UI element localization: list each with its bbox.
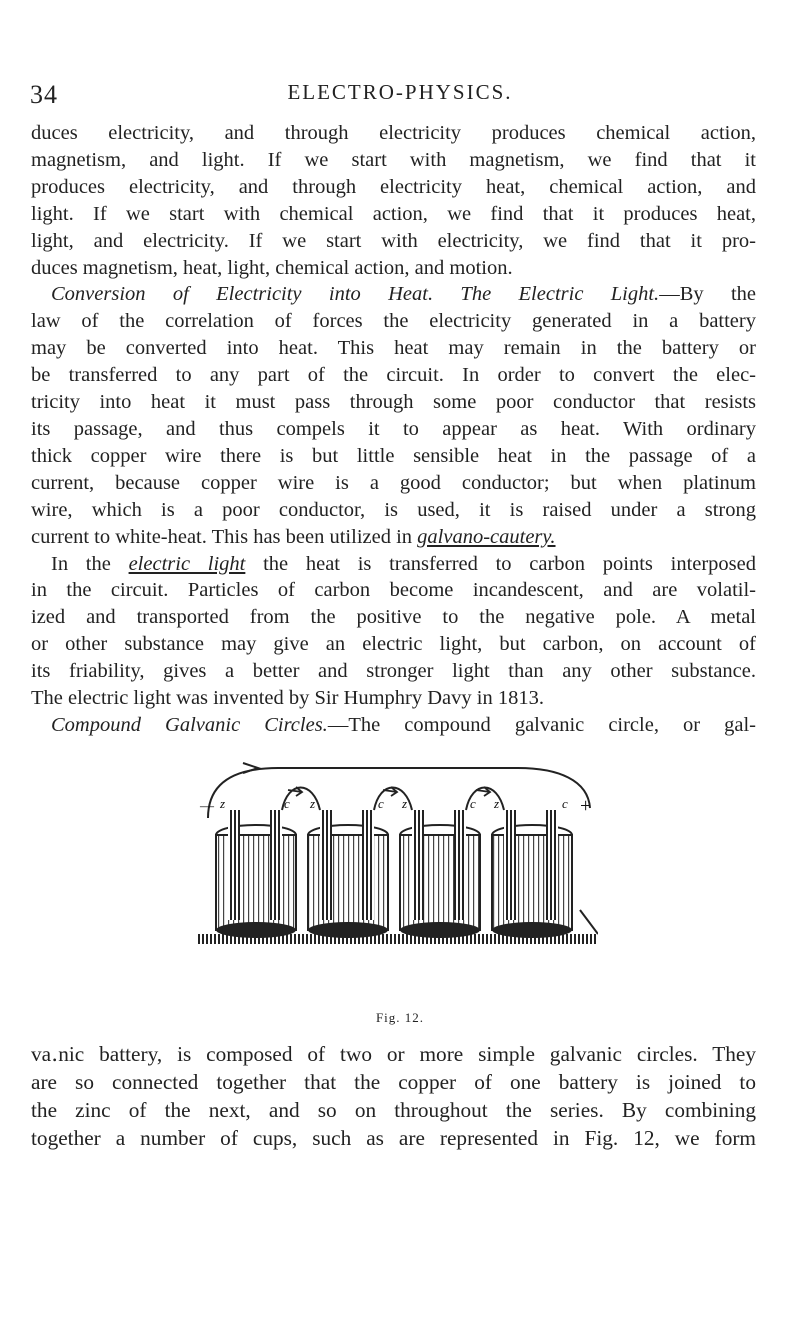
text-line: tricity into heat it must pass through some poor conductor that resists	[31, 391, 756, 414]
text-line	[31, 524, 756, 551]
text-line: duces magnetism, heat, light, chemical action, and motion.	[31, 256, 513, 279]
text-line: thick copper wire there is but little sensible heat in the passage of a	[31, 444, 756, 467]
plate-label: c	[562, 796, 568, 811]
text-line: light, and electricity. If we start with electricity, we find that it pro-	[31, 229, 756, 252]
text-span: In the	[51, 552, 129, 575]
text-line: duces electricity, and through electricity produces chemical action,	[31, 122, 756, 144]
text-line: its friability, gives a better and stronger light than any other substance.	[31, 660, 756, 683]
section-heading: Conversion of Electricity into Heat. The Electric Light.	[51, 283, 660, 306]
section-heading: Compound Galvanic Circles.	[51, 713, 328, 736]
plate-label: z	[220, 796, 226, 811]
text-line: va․nic battery, is composed of two or more simple galvanic circles. They	[31, 1042, 756, 1066]
plus-terminal: +	[580, 795, 592, 817]
plate-label: c	[284, 796, 290, 811]
galvanic-battery-figure	[198, 760, 598, 960]
text-line: in the circuit. Particles of carbon become incandescent, and are volatil-	[31, 579, 756, 602]
body-text-upper	[31, 120, 756, 739]
section-heading-line	[31, 281, 756, 308]
text-line: current, because copper wire is a good conductor; but when platinum	[31, 471, 756, 494]
running-head: ELECTRO-PHYSICS.	[287, 80, 513, 104]
top-wire	[208, 768, 590, 818]
text-line: are so connected together that the copper of one battery is joined to	[31, 1070, 756, 1094]
base-edge	[580, 910, 598, 934]
text-line: ized and transported from the positive to the negative pole. A metal	[31, 606, 756, 629]
term-electric-light: electric light	[128, 552, 246, 575]
text-line: may be converted into heat. This heat may remain in the battery or	[31, 337, 756, 360]
text-span: the heat is transferred to carbon points interposed	[245, 552, 757, 575]
text-line	[31, 551, 756, 578]
section-heading-line	[31, 712, 756, 739]
term-galvano-cautery: galvano-cautery.	[417, 525, 556, 548]
text-line: the zinc of the next, and so on throughout the series. By combining	[31, 1098, 756, 1122]
text-line: The electric light was invented by Sir Humphry Davy in 1813.	[31, 687, 544, 710]
wire-arrow	[243, 763, 258, 773]
heading-rest: —The compound galvanic circle, or gal-	[327, 713, 756, 736]
galvanic-battery-illustration	[198, 760, 598, 960]
plate-label: z	[494, 796, 500, 811]
figure-caption: Fig. 12.	[375, 1010, 425, 1025]
plates	[228, 810, 558, 920]
text-span: current to white-heat. This has been utilized in	[31, 525, 418, 548]
plate-label: c	[470, 796, 476, 811]
text-line: its passage, and thus compels it to appear as heat. With ordinary	[31, 417, 756, 440]
text-line: be transferred to any part of the circuit. In order to convert the elec-	[31, 364, 756, 387]
heading-dash: —By the	[659, 283, 757, 306]
text-line: produces electricity, and through electricity heat, chemical action, and	[31, 175, 756, 198]
text-line: wire, which is a poor conductor, is used, it is raised under a strong	[31, 498, 756, 521]
text-line: magnetism, and light. If we start with magnetism, we find that it	[31, 148, 756, 171]
plate-label: c	[378, 796, 384, 811]
text-line: together a number of cups, such as are represented in Fig. 12, we form	[31, 1126, 756, 1150]
text-line: or other substance may give an electric light, but carbon, on account of	[31, 633, 756, 656]
plate-label: z	[310, 796, 316, 811]
plate-label: z	[402, 796, 408, 811]
minus-terminal: —	[200, 799, 214, 814]
body-text-lower	[31, 1040, 756, 1152]
text-line: law of the correlation of forces the electricity generated in a battery	[31, 310, 756, 333]
page-number: 34	[30, 80, 58, 109]
text-line: light. If we start with chemical action, we find that it produces heat,	[31, 202, 756, 225]
